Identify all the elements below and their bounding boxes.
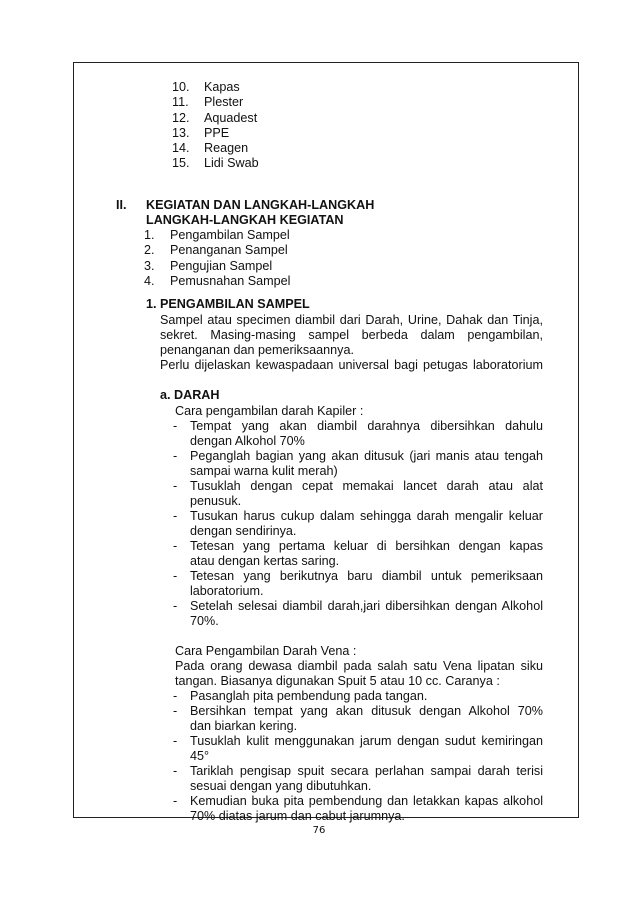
vena-text-line: Pada orang dewasa diambil pada salah satu Vena lipatan siku	[175, 659, 543, 673]
section-numeral: II.	[116, 198, 127, 212]
list-item: Bersihkan tempat yang akan ditusuk dengan Alkohol 70% dan biarkan kering.	[190, 704, 543, 733]
sampling-text-line: penanganan dan pemeriksaannya.	[160, 343, 354, 357]
list-item: 11. Plester	[172, 95, 244, 110]
vena-text-line: tangan. Biasanya digunakan Spuit 5 atau 10 cc. Caranya :	[175, 674, 500, 688]
list-item: 1. Pengambilan Sampel	[144, 228, 290, 242]
bullet-dash: -	[173, 704, 178, 718]
list-item: Peganglah bagian yang akan ditusuk (jari manis atau tengah sampai warna kulit merah)	[190, 449, 543, 478]
bullet-dash: -	[173, 794, 178, 808]
bullet-dash: -	[173, 449, 178, 463]
list-item: 15. Lidi Swab	[172, 156, 259, 171]
capillary-intro: Cara pengambilan darah Kapiler :	[175, 404, 364, 418]
bullet-dash: -	[173, 509, 178, 523]
materials-list	[172, 80, 259, 172]
list-item: Tempat yang akan diambil darahnya dibersihkan dahulu dengan Alkohol 70%	[190, 419, 543, 448]
list-item: Tusuklah dengan cepat memakai lancet darah atau alat penusuk.	[190, 479, 543, 508]
list-item: Pasanglah pita pembendung pada tangan.	[190, 689, 428, 703]
list-item: Tusuklah kulit menggunakan jarum dengan sudut kemiringan 45°	[190, 734, 543, 763]
bullet-dash: -	[173, 689, 178, 703]
bullet-dash: -	[173, 569, 178, 583]
bullet-dash: -	[173, 599, 178, 613]
list-item: Tusukan harus cukup dalam sehingga darah mengalir keluar dengan sendirinya.	[190, 509, 543, 538]
sampling-text-line: Perlu dijelaskan kewaspadaan universal bagi petugas laboratorium	[160, 358, 543, 372]
bullet-dash: -	[173, 764, 178, 778]
sampling-heading: 1. PENGAMBILAN SAMPEL	[146, 297, 310, 311]
list-item: Tariklah pengisap spuit secara perlahan sampai darah terisi sesuai dengan yang dibutuhkan.	[190, 764, 543, 793]
list-item: Setelah selesai diambil darah,jari dibersihkan dengan Alkohol 70%.	[190, 599, 543, 628]
list-item: 12. Aquadest	[172, 110, 258, 125]
section-subtitle: LANGKAH-LANGKAH KEGIATAN	[146, 213, 344, 227]
page-number: 76	[312, 825, 326, 836]
bullet-dash: -	[173, 539, 178, 553]
list-item: 4. Pemusnahan Sampel	[144, 273, 291, 288]
bullet-dash: -	[173, 479, 178, 493]
list-item: 10. Kapas	[172, 80, 240, 94]
sampling-text-line: sekret. Masing-masing sampel berbeda dalam pengambilan,	[160, 328, 543, 342]
list-item: Kemudian buka pita pembendung dan letakkan kapas alkohol 70% diatas jarum dan cabut jarumnya.	[190, 794, 543, 823]
steps-list	[144, 228, 290, 289]
list-item: Tetesan yang pertama keluar di bersihkan dengan kapas atau dengan kertas saring.	[190, 539, 543, 568]
list-item: Tetesan yang berikutnya baru diambil untuk pemeriksaan laboratorium.	[190, 569, 543, 598]
darah-heading: a. DARAH	[160, 388, 220, 402]
vena-intro: Cara Pengambilan Darah Vena :	[175, 644, 357, 658]
list-item: 13. PPE	[172, 125, 230, 140]
sampling-text-line: Sampel atau specimen diambil dari Darah, Urine, Dahak dan Tinja,	[160, 313, 543, 327]
list-item: 2. Penanganan Sampel	[144, 243, 288, 258]
bullet-dash: -	[173, 419, 178, 433]
bullet-dash: -	[173, 734, 178, 748]
list-item: 14. Reagen	[172, 141, 249, 156]
list-item: 3. Pengujian Sampel	[144, 258, 273, 273]
section-title: KEGIATAN DAN LANGKAH-LANGKAH	[146, 198, 375, 212]
